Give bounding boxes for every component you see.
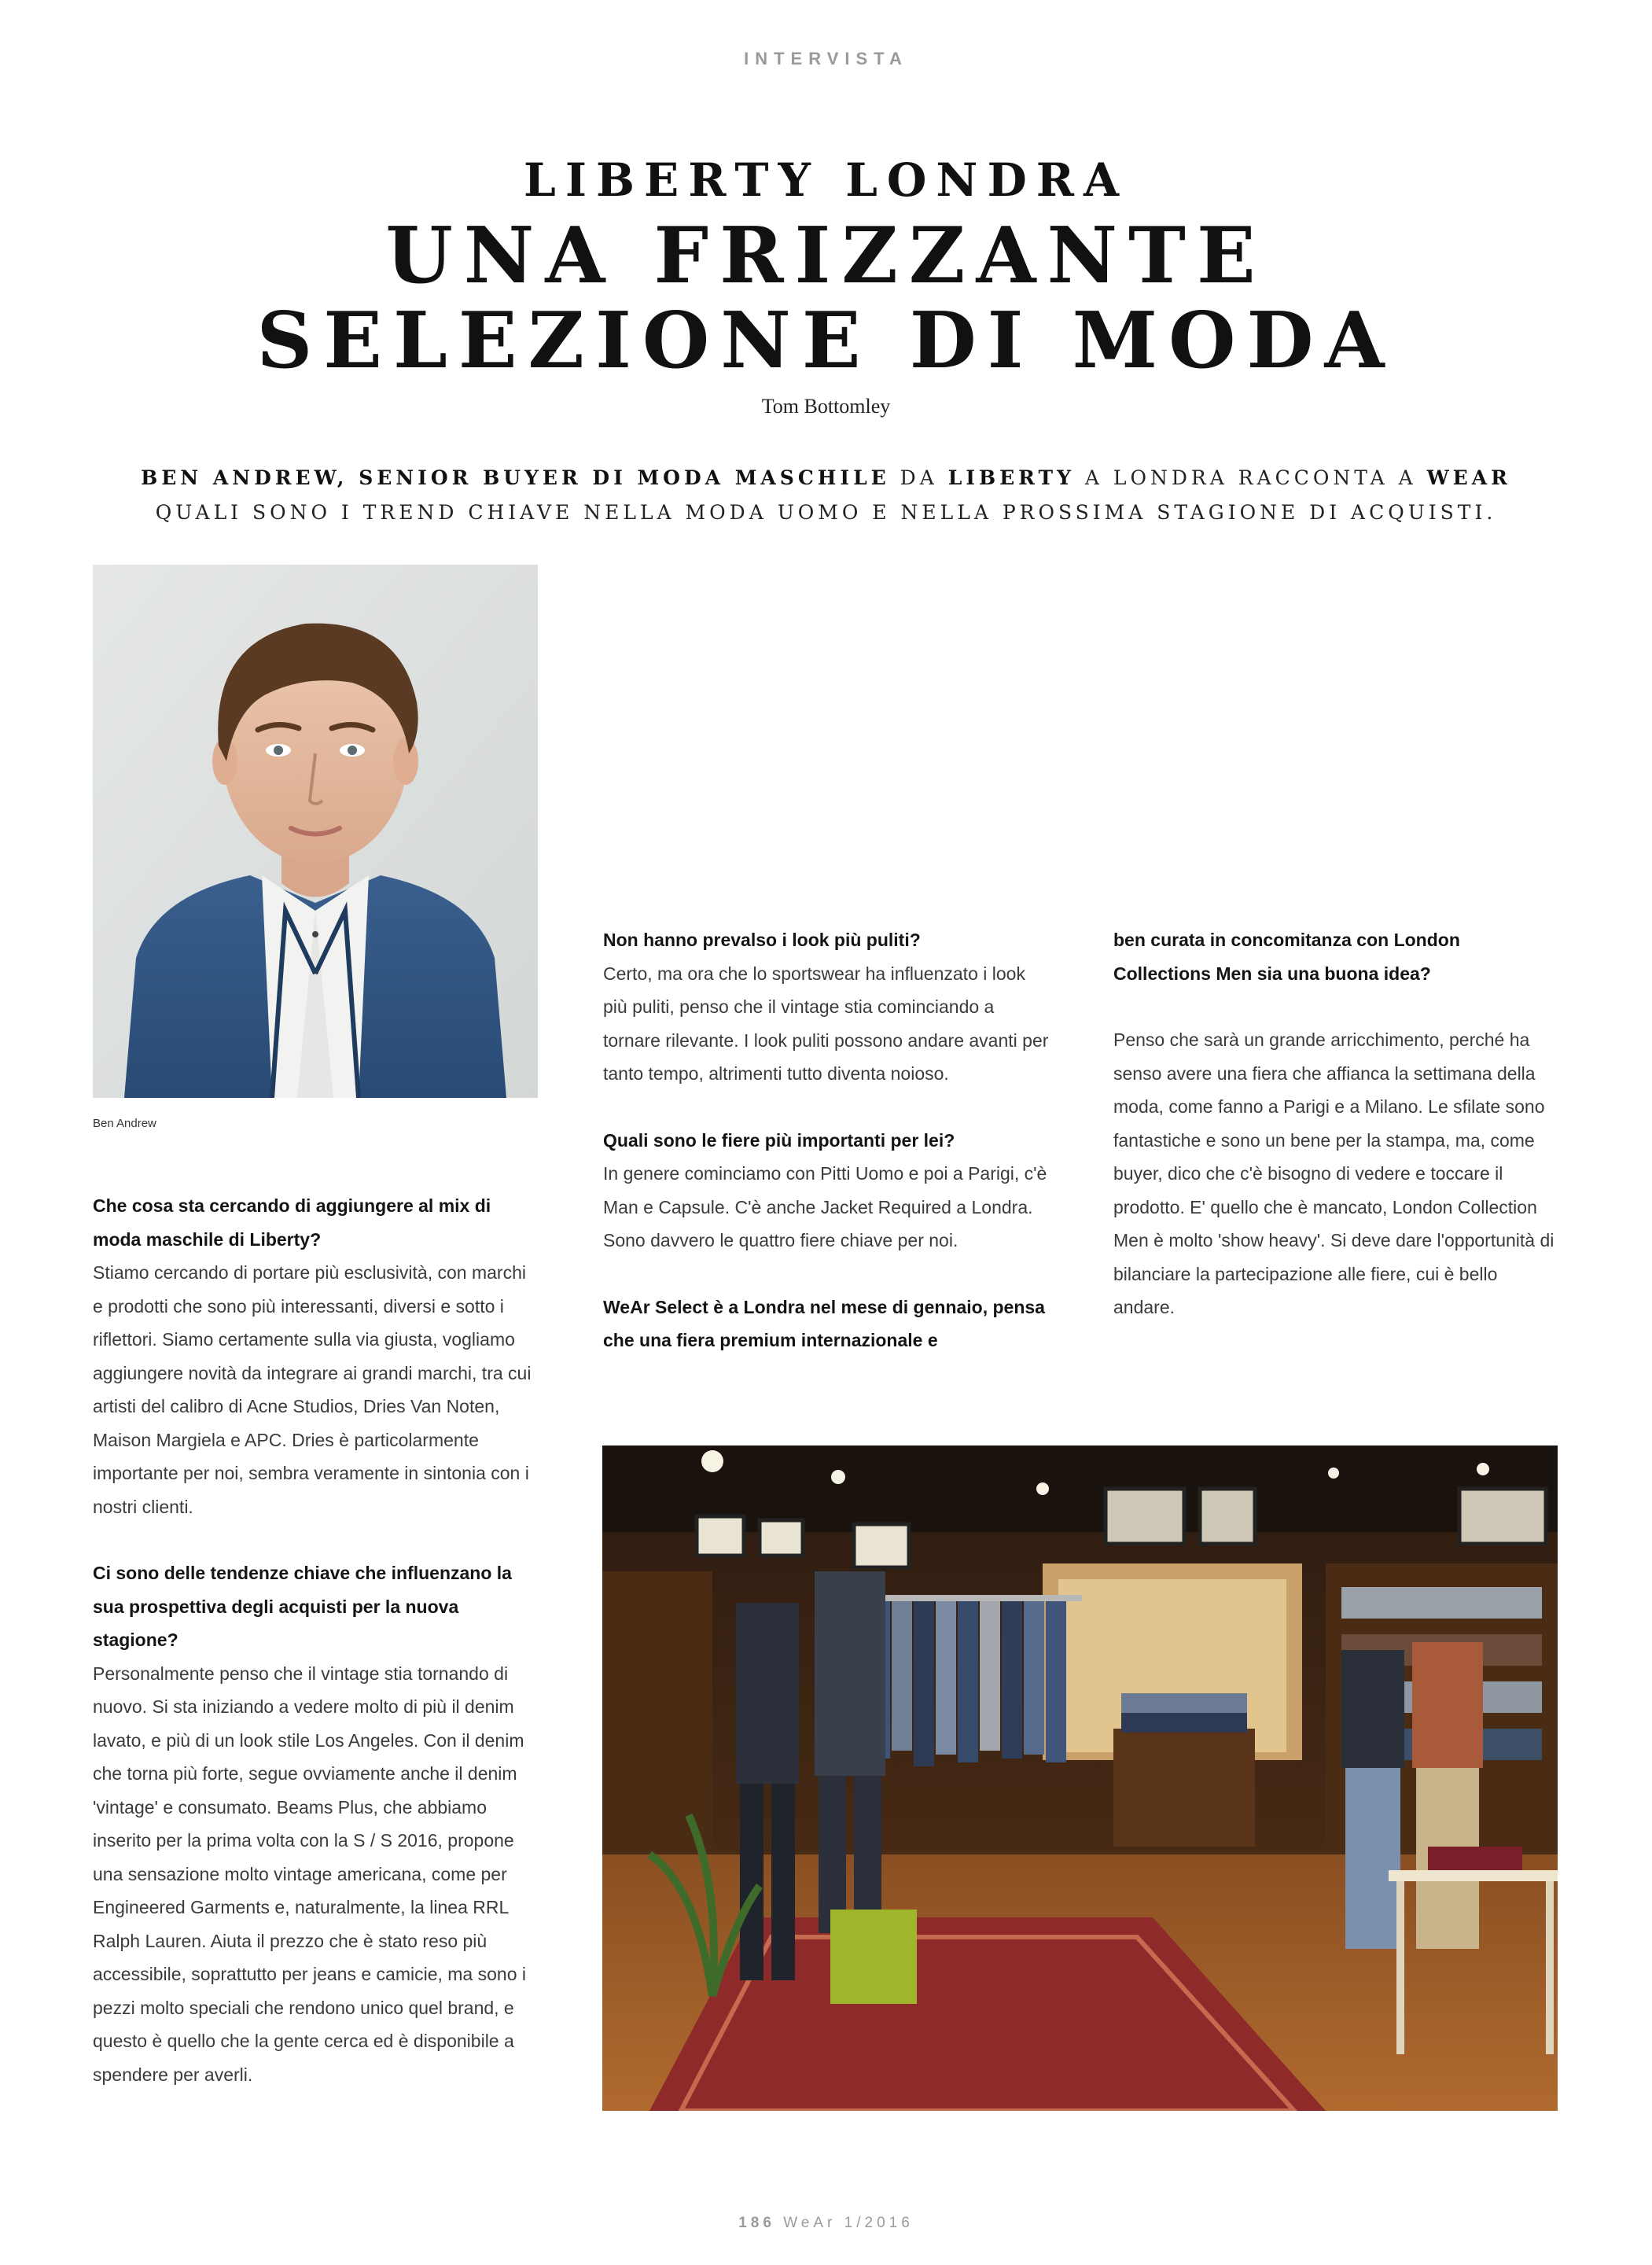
question-3: Non hanno prevalso i look più puliti?: [603, 930, 921, 950]
text-column-1: [93, 1189, 538, 2091]
article-deck: [94, 461, 1558, 530]
portrait-caption: Ben Andrew: [93, 1117, 156, 1130]
section-label: INTERVISTA: [744, 49, 908, 68]
question-1: Che cosa sta cercando di aggiungere al mix di moda maschile di Liberty?: [93, 1195, 491, 1250]
page-number: 186: [738, 2215, 775, 2231]
deck-store: LIBERTY: [947, 466, 1075, 489]
article-title: [0, 211, 1652, 386]
portrait-photo: [93, 565, 538, 1098]
title-line-2: SELEZIONE DI MODA: [256, 296, 1396, 386]
page-footer: [0, 2215, 1652, 2232]
deck-line-2: QUALI SONO I TREND CHIAVE NELLA MODA UOMO E NELLA PROSSIMA STAGIONE DI ACQUISTI.: [155, 501, 1497, 524]
question-5-continued: ben curata in concomitanza con London Collections Men sia una buona idea?: [1113, 930, 1460, 984]
text-column-3: [1113, 923, 1562, 1324]
answer-4: In genere cominciamo con Pitti Uomo e poi a Parigi, c'è Man e Capsule. C'è anche Jacket Required a Londra. Sono davvero le quattro fiere chiave per noi.: [603, 1163, 1047, 1250]
deck-line-1: [94, 461, 1558, 495]
article-author: Tom Bottomley: [761, 395, 891, 418]
store-illustration: [602, 1446, 1558, 2111]
question-4: Quali sono le fiere più importanti per lei?: [603, 1129, 955, 1151]
answer-3: Certo, ma ora che lo sportswear ha influenzato i look più puliti, penso che il vintage stia cominciando a tornare rilevante. I look puliti possono andare avanti per tanto tempo, altrimenti tutto diventa noioso.: [603, 963, 1049, 1084]
answer-1: Stiamo cercando di portare più esclusività, con marchi e prodotti che sono più interessanti, diversi e sotto i riflettori. Siamo certamente sulla via giusta, vogliamo aggiungere novità da integrare ai grandi marchi, tra cui artisti del calibro di Acne Studios, Dries Van Noten, Maison Margiela e APC. Dries è particolarmente importante per noi, sembra veramente in sintonia con i nostri clienti.: [93, 1262, 532, 1517]
answer-5: Penso che sarà un grande arricchimento, perché ha senso avere una fiera che affianca la settimana della moda, come fanno a Parigi e a Milano. Le sfilate sono fantastiche e sono un bene per la stampa, ma, come buyer, dico che c'è bisogno di vedere e toccare il prodotto. E' quello che è mancato, London Collection Men è molto 'show heavy'. Si deve dare l'opportunità di bilanciare la partecipazione alle fiere, cui è bello andare.: [1113, 1029, 1554, 1317]
deck-text-a-londra: A LONDRA RACCONTA A: [1074, 466, 1427, 489]
store-interior-photo: [602, 1446, 1558, 2111]
portrait-illustration: [93, 565, 538, 1098]
paragraph-gap: [93, 1523, 538, 1556]
paragraph-gap: [603, 1258, 1051, 1291]
title-line-1: UNA FRIZZANTE: [385, 211, 1267, 301]
article-kicker: LIBERTY LONDRA: [524, 153, 1128, 207]
deck-subject: BEN ANDREW, SENIOR BUYER DI MODA MASCHILE: [141, 466, 890, 489]
paragraph-gap: [1113, 990, 1562, 1023]
deck-text-da: DA: [889, 466, 948, 489]
question-2: Ci sono delle tendenze chiave che influenzano la sua prospettiva degli acquisti per la nuova stagione?: [93, 1563, 512, 1650]
text-column-2: [603, 923, 1051, 1357]
deck-magazine: WEAR: [1426, 466, 1511, 489]
question-5: WeAr Select è a Londra nel mese di gennaio, pensa che una fiera premium internazionale e: [603, 1296, 1045, 1350]
magazine-issue: WeAr 1/2016: [774, 2215, 914, 2231]
paragraph-gap: [603, 1091, 1051, 1124]
answer-2: Personalmente penso che il vintage stia tornando di nuovo. Si sta iniziando a vedere molto di più il denim lavato, e più di un look stile Los Angeles. Con il denim che torna più forte, segue ovviamente anche il denim 'vintage' e consumato. Beams Plus, che abbiamo inserito per la prima volta con la S / S 2016, propone una sensazione molto vintage americana, come per Engineered Garments e, naturalmente, la linea RRL Ralph Lauren. Aiuta il prezzo che è stato reso più accessibile, soprattutto per jeans e camicie, ma sono i pezzi molto speciali che rendono unico quel brand, e questo è quello che la gente cerca ed è disponibile a spendere per averli.: [93, 1663, 526, 2085]
